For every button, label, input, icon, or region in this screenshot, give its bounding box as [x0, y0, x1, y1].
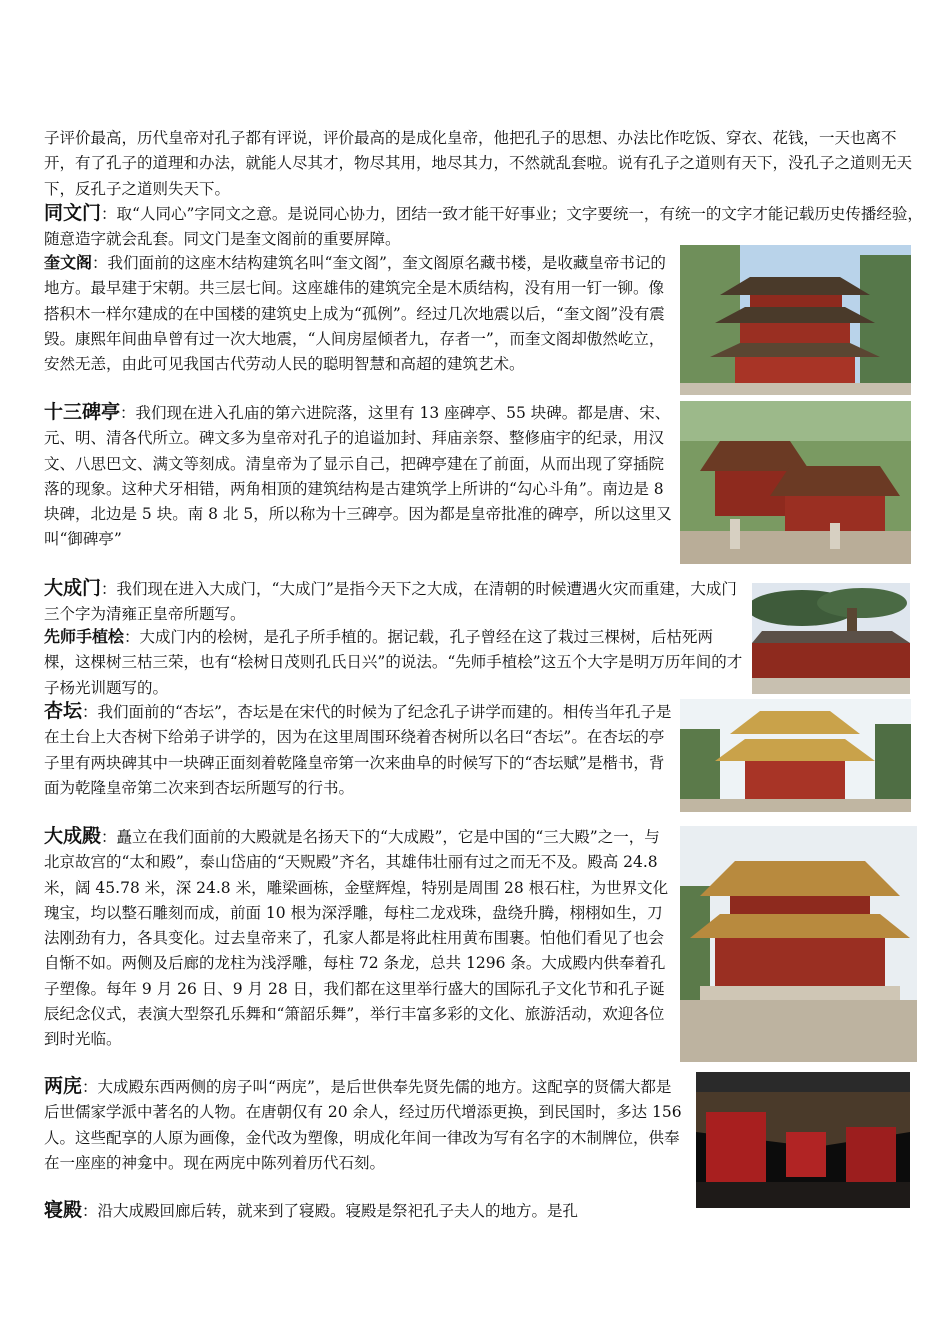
section-body: 矗立在我们面前的大殿就是名扬天下的“大成殿”，它是中国的“三大殿”之一，与北京故宫的“太和殿”，泰山岱庙的“天贶殿”齐名，其雄伟壮丽有过之而无不及。殿高 24.8 米，阔 45.78 米，深 24.8 米，雕梁画栋，金壁辉煌，特别是周围 28 根石柱，为世界文化瑰宝，均以整石雕刻而成，前面 10 根为深浮雕，每柱二龙戏珠，盘绕升腾，栩栩如生，刀法刚劲有力，各具变化。过去皇帝来了，孔家人都是将此柱用黄布围裹。怕他们看见了也会自惭不如。两侧及后廊的龙柱为浅浮雕，每柱 72 条龙，总共 1296 条。大成殿内供奉着孔子塑像。每年 9 月 26 日、9 月 28 日，我们都在这里举行盛大的国际孔子文化节和孔子诞辰纪念仪式，表演大型祭孔乐舞和“箫韶乐舞”，举行丰富多彩的文化、旅游活动，欢迎各位到时光临。 [44, 828, 669, 1049]
section-heading: 寝殿 [44, 1199, 83, 1221]
kuiwenge-photo [680, 245, 911, 395]
section-dachengmen: 大成门：我们现在进入大成门，“大成门”是指今天下之大成，在清朝的时候遭遇火灾而重建，大成门三个字为清雍正皇帝所题写。 [44, 577, 737, 624]
section-body: 我们面前的“杏坛”，杏坛是在宋代的时候为了纪念孔子讲学而建的。相传当年孔子是在土台上大杏树下给弟子讲学的，因为在这里周围环绕着杏树所以名曰“杏坛”。在杏坛的亭子里有两块碑其中一块碑正面刻着乾隆皇帝第一次来曲阜的时候写下的“杏坛赋”是楷书，背面为乾隆皇帝第二次来到杏坛所题写的行书。 [44, 703, 672, 797]
section-heading: 十三碑亭 [44, 401, 121, 423]
section-body: 我们现在进入孔庙的第六进院落，这里有 13 座碑亭、55 块碑。都是唐、宋、元、明、清各代所立。碑文多为皇帝对孔子的追谥加封、拜庙亲祭、整修庙宇的纪录，用汉文、八思巴文、满文等刻成。清皇帝为了显示自己，把碑亭建在了前面，从而出现了穿插院落的现象。这种犬牙相错，两角相顶的建筑结构是古建筑学上所讲的“勾心斗角”。南边是 8 块碑，北边是 5 块。南 8 北 5，所以称为十三碑亭。因为都是皇帝批准的碑亭，所以这里又叫“御碑亭” [44, 404, 672, 549]
xingtan-photo [680, 699, 911, 812]
section-heading: 先师手植桧 [44, 627, 125, 646]
section-tongwenmen: 同文门：取“人同心”字同文之意。是说同心协力，团结一致才能干好事业；文字要统一，有统一的文字才能记载历史传播经验，随意造字就会乱套。同文门是奎文阁前的重要屏障。 [44, 202, 923, 249]
intro-paragraph: 子评价最高，历代皇帝对孔子都有评说，评价最高的是成化皇帝，他把孔子的思想、办法比作吃饭、穿衣、花钱，一天也离不开，有了孔子的道理和办法，就能人尽其才，物尽其用，地尽其力，不然就乱套啦。说有孔子之道则有天下，没孔子之道则无天下，反孔子之道则失天下。 [44, 129, 913, 198]
section-heading: 同文门 [44, 202, 102, 224]
section-body: 我们面前的这座木结构建筑名叫“奎文阁”，奎文阁原名藏书楼，是收藏皇帝书记的地方。最早建于宋朝。共三层七间。这座雄伟的建筑完全是木质结构，没有用一钉一铆。像搭积木一样尔建成的在中国楼的建筑史上成为“孤例”。经过几次地震以后，“奎文阁”没有震毁。康熙年间曲阜曾有过一次大地震，“人间房屋倾者九，存者一”，而奎文阁却傲然屹立，安然无恙，由此可见我国古代劳动人民的聪明智慧和高超的建筑艺术。 [44, 254, 666, 374]
dachengdian-photo [680, 826, 917, 1062]
section-xianshishouzhigui: 先师手植桧：大成门内的桧树，是孔子所手植的。据记载，孔子曾经在这了栽过三棵树，后枯死两棵，这棵树三枯三荣，也有“桧树日茂则孔氏日兴”的说法。“先师手植桧”这五个大字是明万历年间的才子杨光训题写的。 [44, 627, 743, 697]
section-body: 取“人同心”字同文之意。是说同心协力，团结一致才能干好事业；文字要统一，有统一的文字才能记载历史传播经验，随意造字就会乱套。同文门是奎文阁前的重要屏障。 [44, 205, 923, 249]
section-qindian: 寝殿：沿大成殿回廊后转，就来到了寝殿。寝殿是祭祀孔子夫人的地方。是孔 [44, 1199, 579, 1221]
section-xingtan: 杏坛：我们面前的“杏坛”，杏坛是在宋代的时候为了纪念孔子讲学而建的。相传当年孔子是在土台上大杏树下给弟子讲学的，因为在这里周围环绕着杏树所以名曰“杏坛”。在杏坛的亭子里有两块碑其中一块碑正面刻着乾隆皇帝第一次来曲阜的时候写下的“杏坛赋”是楷书，背面为乾隆皇帝第二次来到杏坛所题写的行书。 [44, 700, 672, 797]
section-kuiwenge: 奎文阁：我们面前的这座木结构建筑名叫“奎文阁”，奎文阁原名藏书楼，是收藏皇帝书记的地方。最早建于宋朝。共三层七间。这座雄伟的建筑完全是木质结构，没有用一钉一铆。像搭积木一样尔建成的在中国楼的建筑史上成为“孤例”。经过几次地震以后，“奎文阁”没有震毁。康熙年间曲阜曾有过一次大地震，“人间房屋倾者九，存者一”，而奎文阁却傲然屹立，安然无恙，由此可见我国古代劳动人民的聪明智慧和高超的建筑艺术。 [44, 253, 666, 374]
section-body: 大成门内的桧树，是孔子所手植的。据记载，孔子曾经在这了栽过三棵树，后枯死两棵，这棵树三枯三荣，也有“桧树日茂则孔氏日兴”的说法。“先师手植桧”这五个大字是明万历年间的才子杨光训题写的。 [44, 628, 743, 697]
section-heading: 杏坛 [44, 700, 83, 722]
section-body: 沿大成殿回廊后转，就来到了寝殿。寝殿是祭祀孔子夫人的地方。是孔 [97, 1202, 579, 1220]
section-heading: 大成殿 [44, 825, 102, 847]
section-liangwu: 两庑：大成殿东西两侧的房子叫“两庑”，是后世供奉先贤先儒的地方。这配享的贤儒大都是后世儒家学派中著名的人物。在唐朝仅有 20 余人，经过历代增添更换，到民国时，多达 156 人。这些配享的人原为画像，金代改为塑像，明成化年间一律改为写有名字的木制牌位，供奉在一座座的神龛中。现在两庑中陈列着历代石刻。 [44, 1075, 682, 1172]
liangwu-photo [696, 1072, 910, 1208]
cypress-photo [752, 583, 910, 694]
section-heading: 两庑 [44, 1075, 83, 1097]
section-heading: 大成门 [44, 577, 102, 599]
stele-pavilion-photo [680, 401, 911, 564]
section-body: 大成殿东西两侧的房子叫“两庑”，是后世供奉先贤先儒的地方。这配享的贤儒大都是后世儒家学派中著名的人物。在唐朝仅有 20 余人，经过历代增添更换，到民国时，多达 156 人。这些配享的人原为画像，金代改为塑像，明成化年间一律改为写有名字的木制牌位，供奉在一座座的神龛中。现在两庑中陈列着历代石刻。 [44, 1078, 682, 1172]
section-heading: 奎文阁 [44, 253, 93, 272]
section-dachengdian: 大成殿：矗立在我们面前的大殿就是名扬天下的“大成殿”，它是中国的“三大殿”之一，与北京故宫的“太和殿”，泰山岱庙的“天贶殿”齐名，其雄伟壮丽有过之而无不及。殿高 24.8 米，阔 45.78 米，深 24.8 米，雕梁画栋，金壁辉煌，特别是周围 28 根石柱，为世界文化瑰宝，均以整石雕刻而成，前面 10 根为深浮雕，每柱二龙戏珠，盘绕升腾，栩栩如生，刀法刚劲有力，各具变化。过去皇帝来了，孔家人都是将此柱用黄布围裹。怕他们看见了也会自惭不如。两侧及后廊的龙柱为浅浮雕，每柱 72 条龙，总共 1296 条。大成殿内供奉着孔子塑像。每年 9 月 26 日、9 月 28 日，我们都在这里举行盛大的国际孔子文化节和孔子诞辰纪念仪式，表演大型祭孔乐舞和“箫韶乐舞”，举行丰富多彩的文化、旅游活动，欢迎各位到时光临。 [44, 825, 669, 1049]
section-body: 我们现在进入大成门，“大成门”是指今天下之大成，在清朝的时候遭遇火灾而重建，大成门三个字为清雍正皇帝所题写。 [44, 580, 737, 624]
section-shisanbeiting: 十三碑亭：我们现在进入孔庙的第六进院落，这里有 13 座碑亭、55 块碑。都是唐、宋、元、明、清各代所立。碑文多为皇帝对孔子的追谥加封、拜庙亲祭、整修庙宇的纪录，用汉文、八思巴文、满文等刻成。清皇帝为了显示自己，把碑亭建在了前面，从而出现了穿插院落的现象。这种犬牙相错，两角相顶的建筑结构是古建筑学上所讲的“勾心斗角”。南边是 8 块碑，北边是 5 块。南 8 北 5，所以称为十三碑亭。因为都是皇帝批准的碑亭，所以这里又叫“御碑亭” [44, 401, 672, 549]
